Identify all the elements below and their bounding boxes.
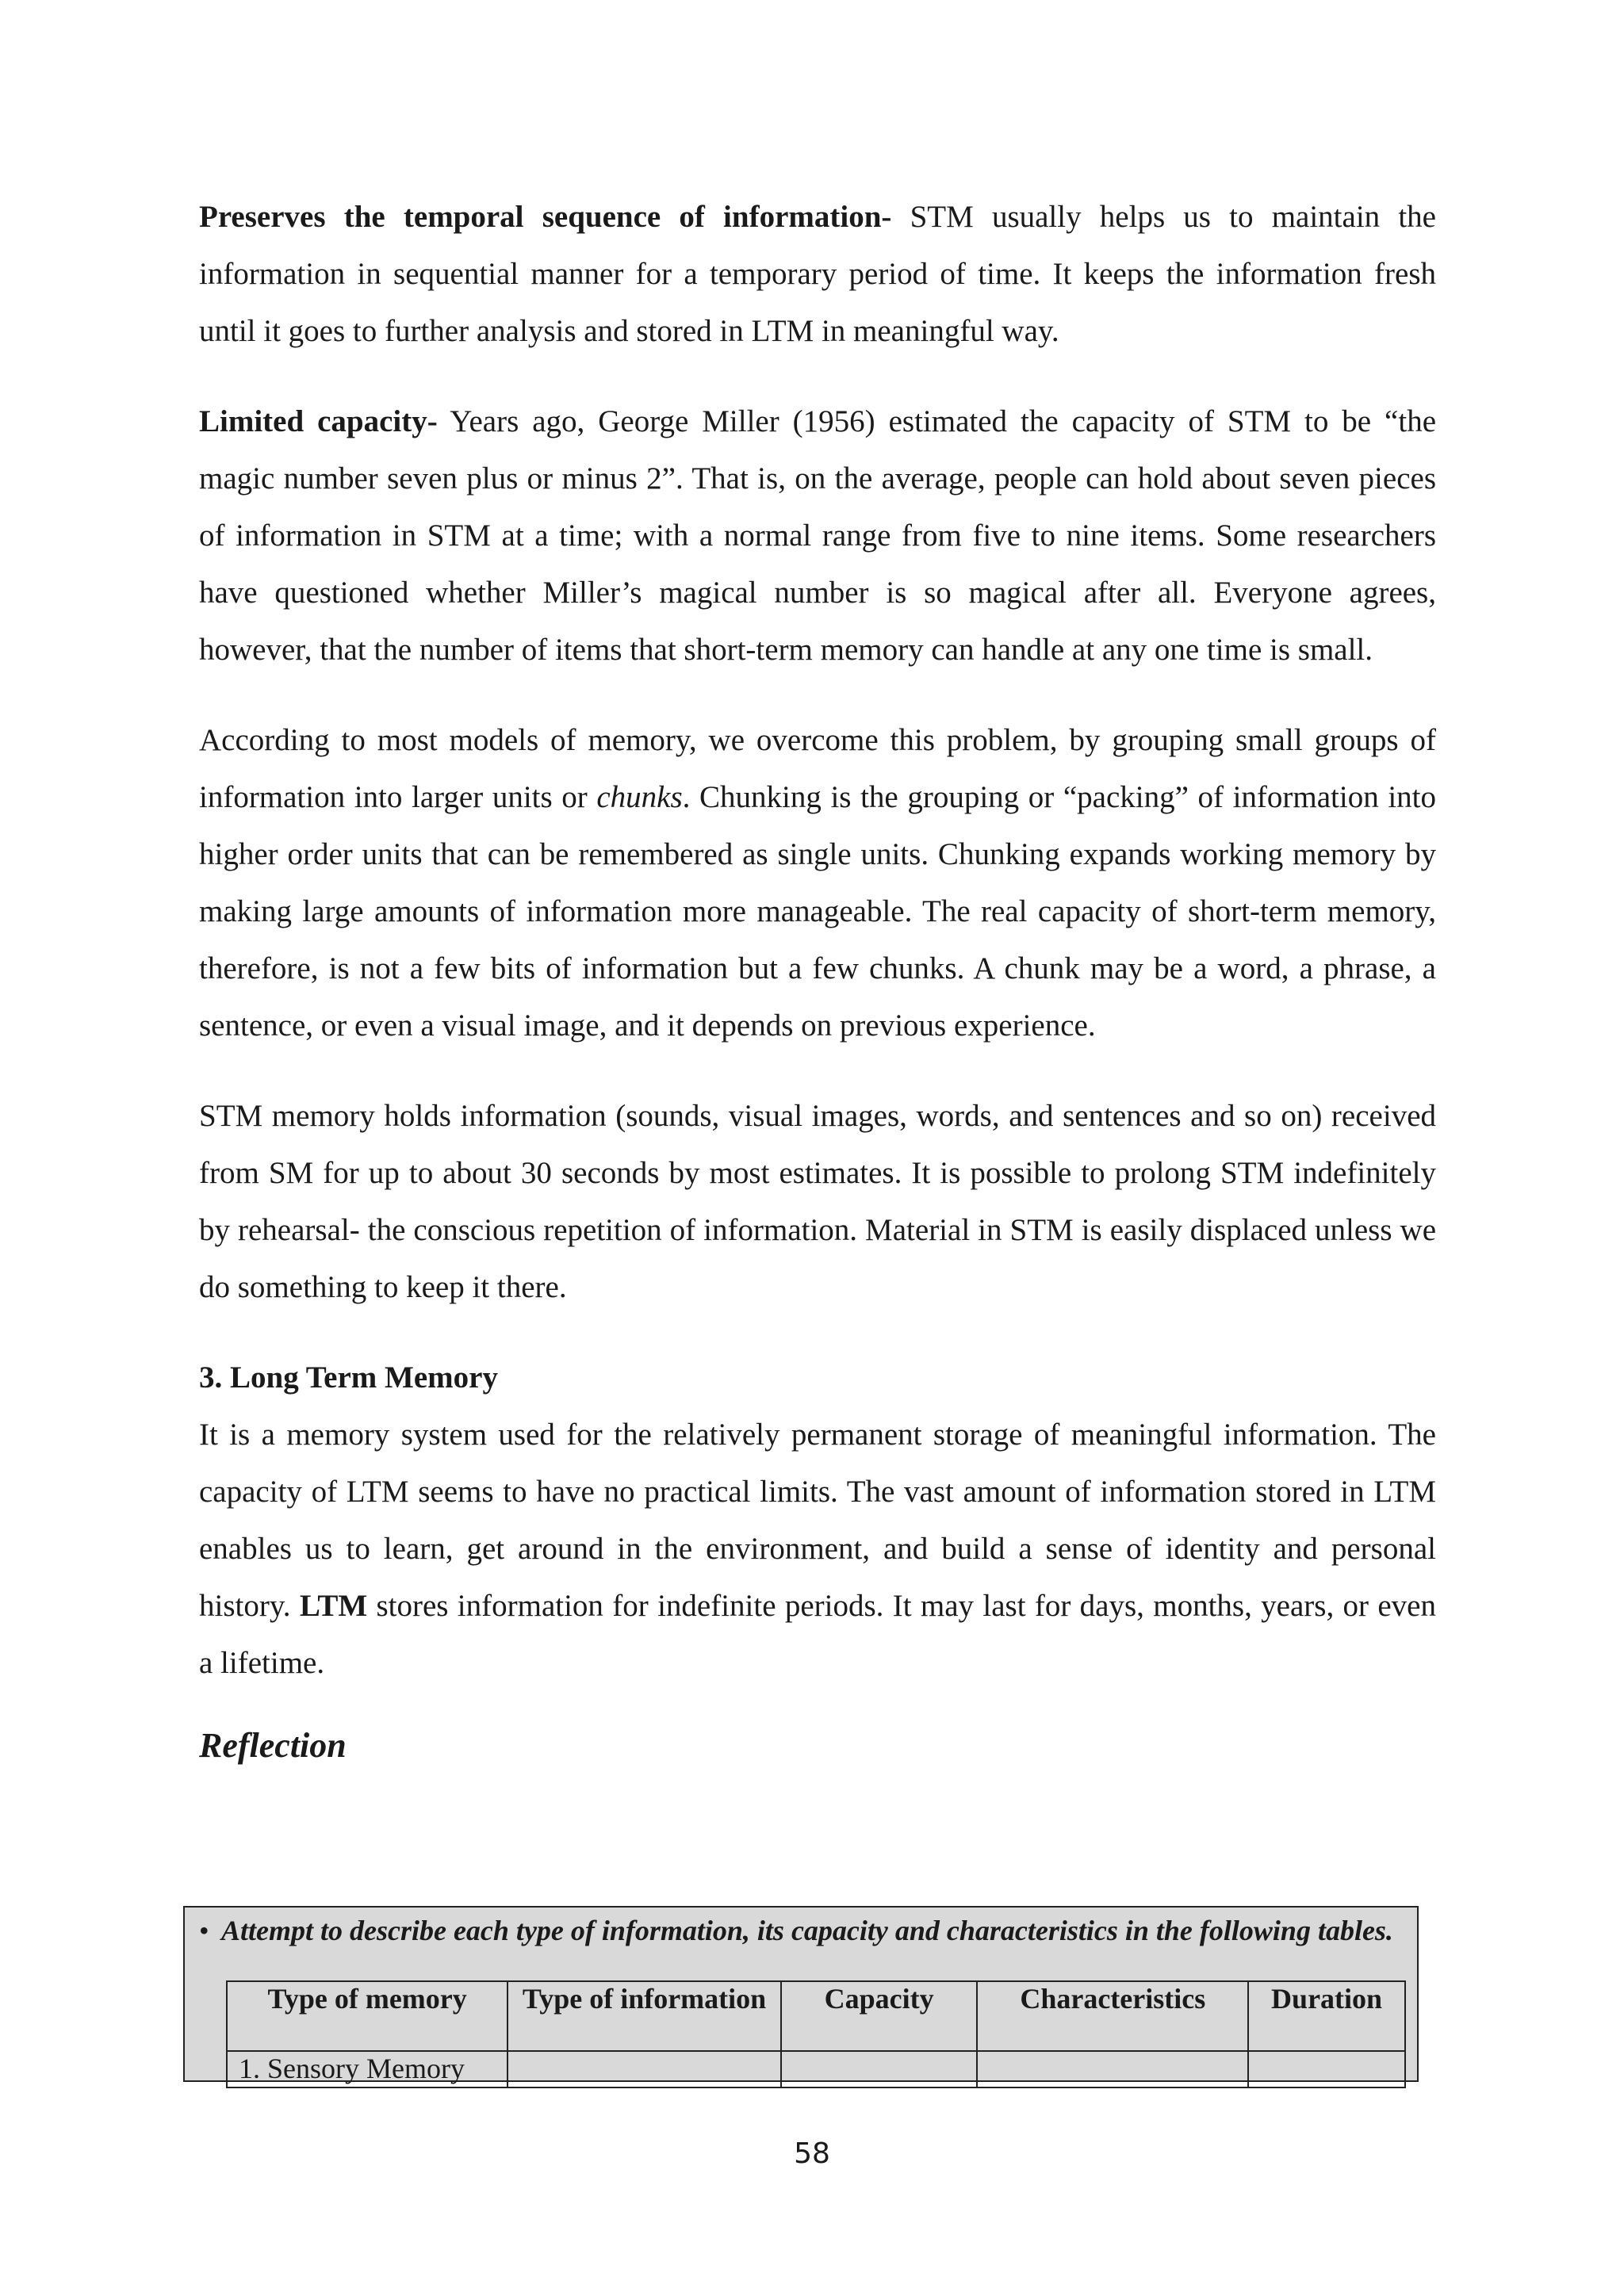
- table-cell-empty[interactable]: [508, 2051, 781, 2087]
- paragraph-text: stores information for indefinite periods. It may last for days, months, years, or even a lifetime.: [199, 1589, 1436, 1680]
- reflection-heading: Reflection: [199, 1726, 347, 1765]
- paragraph-text: According to most models of memory, we overcome this problem, by grouping small groups of information into larger units or: [199, 723, 1436, 814]
- paragraph-limited-capacity: [199, 393, 1436, 679]
- table-cell-empty[interactable]: [781, 2051, 978, 2087]
- column-header-duration: Duration: [1248, 1981, 1405, 2051]
- table-header-row: [227, 1981, 1405, 2051]
- column-header-characteristics: Characteristics: [977, 1981, 1248, 2051]
- reflection-box: [183, 1906, 1419, 2082]
- page-number: 58: [794, 2137, 830, 2170]
- memory-table: [226, 1980, 1406, 2088]
- paragraph-text: Years ago, George Miller (1956) estimated the capacity of STM to be “the magic number seven plus or minus 2”. That is, on the average, people can hold about seven pieces of information in STM at a time; with a normal range from five to nine items. Some researchers have questioned whether Miller’s magical number is so magical after all. Everyone agrees, however, that the number of items that short-term memory can handle at any one time is small.: [199, 404, 1437, 667]
- column-header-type-of-information: Type of information: [508, 1981, 781, 2051]
- table-cell-empty[interactable]: [1248, 2051, 1405, 2087]
- bold-term: LTM: [299, 1589, 368, 1623]
- reflection-instruction: [199, 1914, 1400, 1948]
- page-body: [199, 189, 1436, 1779]
- italic-term: chunks: [596, 780, 683, 814]
- paragraph-text: STM memory holds information (sounds, visual images, words, and sentences and so on) received from SM for up to about 30 seconds by most estimates. It is possible to prolong STM indefinitely by rehearsal- the conscious repetition of information. Material in STM is easily displaced unless we do something to keep it there.: [199, 1099, 1436, 1304]
- paragraph-temporal-sequence: [199, 189, 1436, 360]
- column-header-type-of-memory: Type of memory: [227, 1981, 508, 2051]
- paragraph-chunking: [199, 712, 1436, 1054]
- paragraph-stm-duration: [199, 1088, 1436, 1316]
- paragraph-lead: Preserves the temporal sequence of information-: [199, 200, 892, 234]
- table-row: [227, 2051, 1405, 2087]
- paragraph-text: . Chunking is the grouping or “packing” of information into higher order units that can be remembered as single units. Chunking expands working memory by making large amounts of information more manageable. The real capacity of short-term memory, therefore, is not a few bits of information but a few chunks. A chunk may be a word, a phrase, a sentence, or even a visual image, and it depends on previous experience.: [199, 780, 1436, 1043]
- paragraph-ltm: [199, 1406, 1436, 1692]
- table-cell-memory-type: 1. Sensory Memory: [227, 2051, 508, 2087]
- paragraph-text: It is a memory system used for the relatively permanent storage of meaningful information. The capacity of LTM seems to have no practical limits. The vast amount of information stored in LTM enables us to learn, get around in the environment, and build a sense of identity and personal history.: [199, 1418, 1436, 1623]
- bullet-icon: •: [199, 1915, 209, 1946]
- paragraph-text: STM usually helps us to maintain the information in sequential manner for a temporary period of time. It keeps the information fresh until it goes to further analysis and stored in LTM in meaningful way.: [199, 200, 1436, 348]
- section-heading-long-term-memory: 3. Long Term Memory: [199, 1360, 498, 1395]
- instruction-text: Attempt to describe each type of information, its capacity and characteristics in the following tables.: [221, 1915, 1393, 1946]
- paragraph-lead: Limited capacity-: [199, 404, 438, 438]
- table-cell-empty[interactable]: [977, 2051, 1248, 2087]
- column-header-capacity: Capacity: [781, 1981, 978, 2051]
